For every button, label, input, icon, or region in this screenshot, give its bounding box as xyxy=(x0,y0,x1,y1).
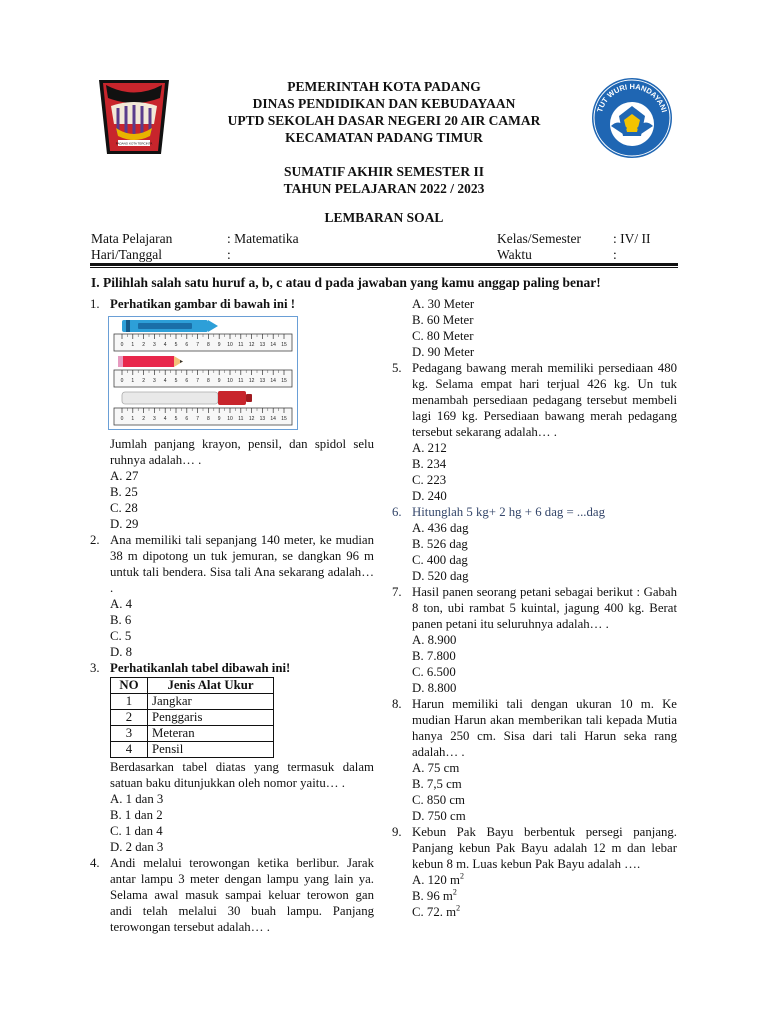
table-header-no: NO xyxy=(111,678,148,694)
day-date-label: Hari/Tanggal xyxy=(91,246,163,262)
ruler-number: 10 xyxy=(227,378,233,384)
question-8: 8. Harun memiliki tali dengan ukuran 10 m. Ke mudian Harun akan memberikan tali kepada Mutia hanya 250 cm. Sisa dari tali Harun seka rang adalah… . xyxy=(392,697,677,759)
ruler-number: 15 xyxy=(281,342,287,348)
ruler-number: 6 xyxy=(185,416,189,422)
question-text: Perhatikan gambar di bawah ini ! xyxy=(110,297,295,311)
exam-title: SUMATIF AKHIR SEMESTER II xyxy=(284,164,484,179)
ruler-number: 8 xyxy=(207,342,210,348)
question-text: Harun memiliki tali dengan ukuran 10 m. Ke mudian Harun akan memberikan tali kepada Mutia hanya 250 cm. Sisa dari tali Harun seka rang adalah… . xyxy=(412,697,677,759)
question-9: 9. Kebun Pak Bayu berbentuk persegi panjang. Panjang kebun Pak Bayu adalah 12 m dan lebar kebun 8 m. Luas kebun Pak Bayu adalah …. xyxy=(392,825,677,871)
option-6a[interactable]: A. 436 dag xyxy=(412,521,469,535)
letterhead xyxy=(0,78,768,226)
divider-thick xyxy=(90,263,678,266)
government-name: PEMERINTAH KOTA PADANG xyxy=(287,79,481,94)
ruler-number: 0 xyxy=(120,342,124,348)
option-2a[interactable]: A. 4 xyxy=(110,597,133,611)
measuring-tools-table xyxy=(110,677,274,758)
instruction: I. Pilihlah salah satu huruf a, b, c atau d pada jawaban yang kamu anggap paling benar! xyxy=(91,275,601,290)
ruler-number: 4 xyxy=(163,416,167,422)
crayon-icon xyxy=(122,320,218,332)
ruler-number: 13 xyxy=(259,416,266,422)
option-5b[interactable]: B. 234 xyxy=(412,457,447,471)
option-6d[interactable]: D. 520 dag xyxy=(412,569,469,583)
ruler-number: 0 xyxy=(120,416,124,422)
option-8d[interactable]: D. 750 cm xyxy=(412,809,466,823)
ruler-number: 8 xyxy=(207,378,210,384)
question-text: Kebun Pak Bayu berbentuk persegi panjang. Panjang kebun Pak Bayu adalah 12 m dan lebar kebun 8 m. Luas kebun Pak Bayu adalah …. xyxy=(412,825,677,871)
ruler-number: 12 xyxy=(248,378,255,384)
info-labels-right xyxy=(497,231,581,262)
option-3d[interactable]: D. 2 dan 3 xyxy=(110,840,164,854)
right-column xyxy=(392,296,677,920)
option-9a[interactable]: A. 120 $m^2$ xyxy=(412,871,464,887)
sheet-title: LEMBARAN SOAL xyxy=(324,210,444,225)
ruler-number: 15 xyxy=(281,416,287,422)
option-6c[interactable]: C. 400 dag xyxy=(412,553,468,567)
option-7c[interactable]: C. 6.500 xyxy=(412,665,456,679)
question-3-prompt: Berdasarkan tabel diatas yang termasuk dalam satuan baku ditunjukkan oleh nomor yaitu… . xyxy=(110,760,374,790)
ruler-number: 2 xyxy=(142,378,145,384)
ruler-number: 1 xyxy=(131,378,135,384)
table-header-tool: Jenis Alat Ukur xyxy=(148,678,274,694)
ruler-number: 7 xyxy=(196,342,199,348)
option-3c[interactable]: C. 1 dan 4 xyxy=(110,824,163,838)
option-1d[interactable]: D. 29 xyxy=(110,517,139,531)
option-5d[interactable]: D. 240 xyxy=(412,489,447,503)
ruler-number: 8 xyxy=(207,416,210,422)
ruler-number: 6 xyxy=(185,378,189,384)
option-7d[interactable]: D. 8.800 xyxy=(412,681,457,695)
ruler-number: 5 xyxy=(174,342,178,348)
ruler-number: 7 xyxy=(196,416,199,422)
pencil-icon xyxy=(118,356,183,367)
info-labels-left xyxy=(91,231,172,262)
ruler-number: 15 xyxy=(281,378,287,384)
ruler-number: 9 xyxy=(217,378,221,384)
option-2c[interactable]: C. 5 xyxy=(110,629,132,643)
question-2: 2. Ana memiliki tali sepanjang 140 meter, ke mudian 38 m dipotong un tuk jemuran, se dangkan 96 m untuk tali bendera. Sisa tali Ana sekarang adalah… . xyxy=(90,533,374,595)
question-5: 5. Pedagang bawang merah memiliki persediaan 480 kg. Selama empat hari terjual 426 kg. Un tuk menambah persediaan pedagang tersebut membeli lagi 169 kg. Persediaan bawang merah pedagang tersebut sekarang adalah… . xyxy=(392,361,677,439)
subject-label: Mata Pelajaran xyxy=(91,231,173,246)
option-2d[interactable]: D. 8 xyxy=(110,645,133,659)
class-semester-label: Kelas/Semester xyxy=(497,231,581,246)
ruler-number: 9 xyxy=(217,416,221,422)
option-1c[interactable]: C. 28 xyxy=(110,501,138,515)
marker-icon xyxy=(122,391,252,405)
department-name: DINAS PENDIDIKAN DAN KEBUDAYAAN xyxy=(252,96,516,111)
table-row: 1 Jangkar xyxy=(111,694,274,710)
time-label: Waktu xyxy=(497,246,532,262)
ruler-number: 4 xyxy=(163,378,167,384)
ruler-number: 14 xyxy=(270,342,276,348)
ruler-number: 3 xyxy=(153,342,156,348)
ruler-number: 10 xyxy=(227,342,233,348)
ruler-number: 9 xyxy=(217,342,221,348)
ruler-number: 1 xyxy=(131,342,135,348)
option-3a[interactable]: A. 1 dan 3 xyxy=(110,792,164,806)
ruler-number: 0 xyxy=(120,378,124,384)
option-5a[interactable]: A. 212 xyxy=(412,441,447,455)
ruler-1 xyxy=(114,334,292,351)
option-4b[interactable]: B. 60 Meter xyxy=(412,313,474,327)
ruler-number: 4 xyxy=(163,342,167,348)
option-7b[interactable]: B. 7.800 xyxy=(412,649,456,663)
ruler-number: 14 xyxy=(270,378,276,384)
question-text: Perhatikanlah tabel dibawah ini! xyxy=(110,661,291,675)
ruler-number: 12 xyxy=(248,342,255,348)
ruler-number: 5 xyxy=(174,378,178,384)
option-7a[interactable]: A. 8.900 xyxy=(412,633,457,647)
question-4: 4. Andi melalui terowongan ketika berlibur. Jarak antar lampu 3 meter dengan lampu yang lain ya. Selama awal masuk sampai keluar terowon gan andi telah melalui 30 buah lampu. Panjang terowongan tersebut adalah… . xyxy=(90,856,374,934)
ruler-number: 13 xyxy=(259,342,266,348)
district-name: KECAMATAN PADANG TIMUR xyxy=(285,130,483,145)
question-7: 7. Hasil panen seorang petani sebagai berikut : Gabah 8 ton, ubi rambat 5 kuintal, jagung 400 kg. Berat panen petani itu seluruhnya adalah… . xyxy=(392,585,677,631)
measurement-figure xyxy=(90,316,374,434)
academic-year: TAHUN PELAJARAN 2022 / 2023 xyxy=(283,181,485,196)
left-column xyxy=(90,296,374,935)
ruler-number: 2 xyxy=(142,416,145,422)
subject-value: : Matematika xyxy=(227,231,299,246)
option-1b[interactable]: B. 25 xyxy=(110,485,138,499)
ruler-number: 1 xyxy=(131,416,135,422)
info-values-right xyxy=(613,231,651,262)
ruler-3 xyxy=(114,408,292,425)
option-9c[interactable]: C. 72. $m^2$ xyxy=(412,903,461,919)
option-8a[interactable]: A. 75 cm xyxy=(412,761,460,775)
question-1-prompt: Jumlah panjang krayon, pensil, dan spidol selu ruhnya adalah… . xyxy=(110,437,374,467)
ruler-number: 6 xyxy=(185,342,189,348)
option-5c[interactable]: C. 223 xyxy=(412,473,447,487)
ruler-number: 12 xyxy=(248,416,255,422)
school-name: UPTD SEKOLAH DASAR NEGERI 20 AIR CAMAR xyxy=(227,113,541,128)
question-text: Pedagang bawang merah memiliki persediaan 480 kg. Selama empat hari terjual 426 kg. Un tuk menambah persediaan pedagang tersebut membeli lagi 169 kg. Persediaan bawang merah pedagang tersebut sekarang adalah… . xyxy=(412,361,677,439)
info-values-left xyxy=(227,231,299,262)
class-semester-value: : IV/ II xyxy=(613,231,651,246)
option-4a[interactable]: A. 30 Meter xyxy=(412,297,475,311)
ruler-number: 11 xyxy=(238,416,244,422)
option-1a[interactable]: A. 27 xyxy=(110,469,139,483)
table-row: 4 Pensil xyxy=(111,742,274,758)
day-date-value: : xyxy=(227,246,231,262)
question-text: Ana memiliki tali sepanjang 140 meter, ke mudian 38 m dipotong un tuk jemuran, se dangkan 96 m untuk tali bendera. Sisa tali Ana sekarang adalah… . xyxy=(110,533,374,595)
ruler-number: 5 xyxy=(174,416,178,422)
ruler-number: 3 xyxy=(153,416,156,422)
ruler-number: 10 xyxy=(227,416,233,422)
question-6: 6. Hitunglah 5 kg+ 2 hg + 6 dag = ...dag xyxy=(392,505,605,519)
ruler-2 xyxy=(114,370,292,387)
ruler-number: 3 xyxy=(153,378,156,384)
question-text: Hitunglah 5 kg+ 2 hg + 6 dag = ...dag xyxy=(412,505,605,519)
time-value: : xyxy=(613,246,617,262)
ruler-number: 7 xyxy=(196,378,199,384)
option-3b[interactable]: B. 1 dan 2 xyxy=(110,808,163,822)
option-4c[interactable]: C. 80 Meter xyxy=(412,329,474,343)
table-row: 3 Meteran xyxy=(111,726,274,742)
ruler-number: 14 xyxy=(270,416,276,422)
option-8b[interactable]: B. 7,5 cm xyxy=(412,777,462,791)
question-text: Hasil panen seorang petani sebagai berikut : Gabah 8 ton, ubi rambat 5 kuintal, jagung 400 kg. Berat panen petani itu seluruhnya adalah… . xyxy=(412,585,677,631)
option-9b[interactable]: B. 96 $m^2$ xyxy=(412,887,457,903)
option-6b[interactable]: B. 526 dag xyxy=(412,537,468,551)
ruler-number: 11 xyxy=(238,342,244,348)
table-row: 2 Penggaris xyxy=(111,710,274,726)
option-4d[interactable]: D. 90 Meter xyxy=(412,345,475,359)
question-1: 1. Perhatikan gambar di bawah ini ! xyxy=(90,297,295,311)
divider-thin xyxy=(90,267,678,268)
question-3: 3. Perhatikanlah tabel dibawah ini! xyxy=(90,661,291,675)
ruler-number: 13 xyxy=(259,378,266,384)
logo-motto: TUT WURI HANDAYANI xyxy=(595,81,669,114)
question-text: Andi melalui terowongan ketika berlibur. Jarak antar lampu 3 meter dengan lampu yang lain ya. Selama awal masuk sampai keluar terowon gan andi telah melalui 30 buah lampu. Panjang terowongan tersebut adalah… . xyxy=(110,856,374,934)
emblem-motto: PADANG KOTA TERCINTA xyxy=(115,141,153,146)
ruler-number: 2 xyxy=(142,342,145,348)
option-8c[interactable]: C. 850 cm xyxy=(412,793,465,807)
option-2b[interactable]: B. 6 xyxy=(110,613,132,627)
ruler-number: 11 xyxy=(238,378,244,384)
